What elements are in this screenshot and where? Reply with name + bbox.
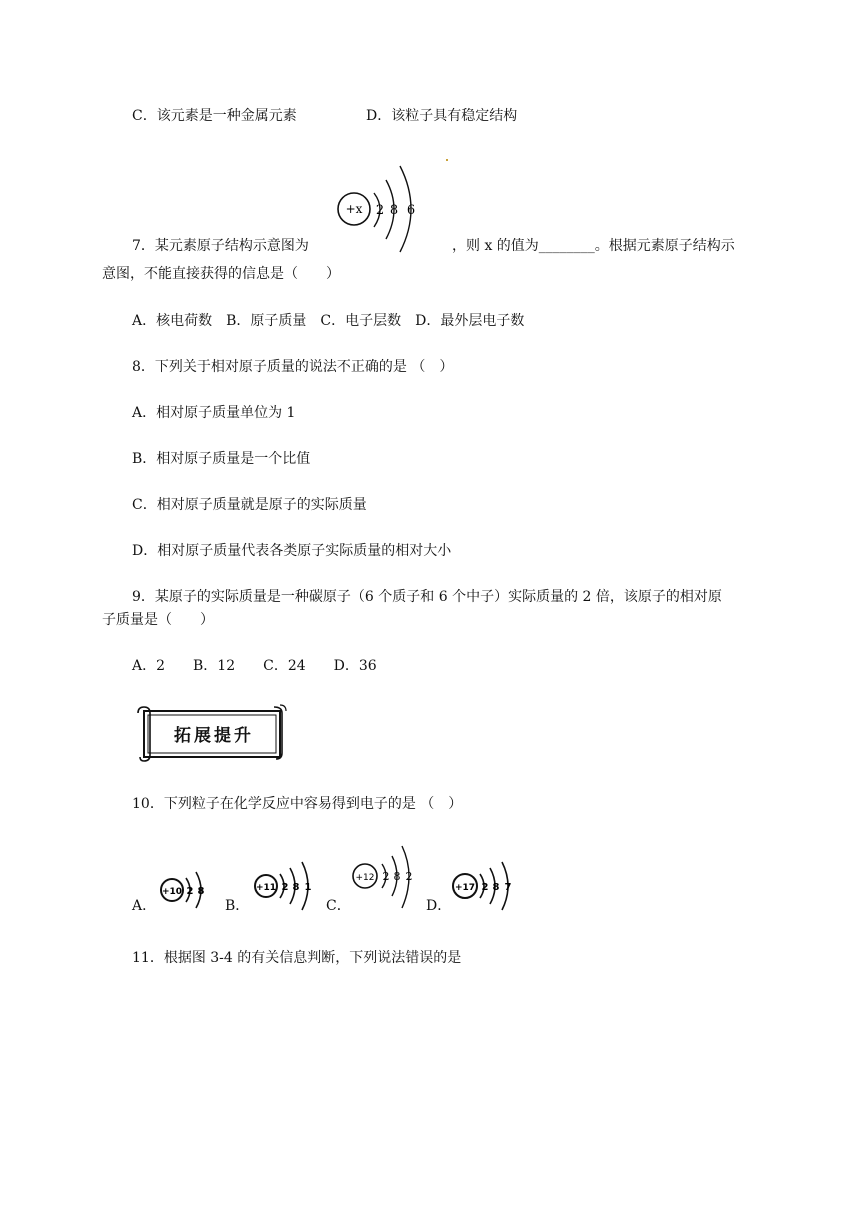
q10-d-shell-1: 2: [481, 882, 489, 893]
q11-stem: 11．根据图 3-4 的有关信息判断，下列说法错误的是: [132, 950, 462, 966]
q8-option-c: C．相对原子质量就是原子的实际质量: [132, 497, 367, 513]
q10-a-nucleus: +10: [161, 887, 183, 897]
q10-label-a: A．: [132, 898, 157, 914]
q7-shell-3: 6: [406, 203, 416, 218]
q6-option-c: C．该元素是一种金属元素: [132, 108, 297, 124]
q10-a-shell-2: 8: [197, 886, 205, 897]
q10-label-d: D．: [426, 898, 452, 914]
q10-label-b: B．: [225, 898, 250, 914]
q10-a-shell-1: 2: [186, 886, 194, 897]
q10-c-shell-2: 8: [393, 870, 401, 883]
banner-title: 拓展提升: [174, 726, 254, 746]
q10-c-shell-1: 2: [382, 870, 390, 883]
q10-label-c: C．: [326, 898, 351, 914]
q9-options: A．2 B．12 C．24 D．36: [132, 658, 377, 674]
q7-shell-1: 2: [375, 203, 385, 218]
q10-stem: 10．下列粒子在化学反应中容易得到电子的是 （ ）: [132, 796, 463, 812]
q10-option-a-diagram: [158, 866, 220, 914]
q8-option-a: A．相对原子质量单位为 1: [132, 405, 296, 421]
q8-stem: 8．下列关于相对原子质量的说法不正确的是 （ ）: [132, 359, 454, 375]
q10-d-shell-3: 7: [504, 882, 512, 893]
q6-option-d: D．该粒子具有稳定结构: [366, 108, 518, 124]
q8-option-d: D．相对原子质量代表各类原子实际质量的相对大小: [132, 543, 452, 559]
q10-option-d-diagram: [450, 858, 522, 914]
q7-stem-line2: 意图，不能直接获得的信息是（ ）: [102, 266, 340, 282]
q7-stem-prefix: 7．某元素原子结构示意图为: [132, 238, 309, 254]
q10-b-shell-3: 1: [304, 882, 312, 893]
q10-c-shell-3: 2: [405, 870, 413, 883]
q7-nucleus-label: +x: [345, 202, 363, 216]
q10-d-nucleus: +17: [454, 883, 476, 893]
q7-options: A．核电荷数 B．原子质量 C．电子层数 D．最外层电子数: [132, 313, 525, 329]
q8-option-b: B．相对原子质量是一个比值: [132, 451, 311, 467]
q10-option-b-diagram: [252, 858, 324, 914]
q7-atom-structure-diagram: [334, 160, 432, 256]
q9-stem-line2: 子质量是（ ）: [102, 612, 214, 628]
section-banner: [136, 703, 288, 763]
q10-c-nucleus: +12: [355, 873, 375, 883]
q7-stem-suffix: ，则 x 的值为________。根据元素原子结构示: [452, 238, 735, 254]
q10-d-shell-2: 8: [492, 882, 500, 893]
stray-mark: [446, 159, 448, 161]
q10-b-nucleus: +11: [255, 883, 277, 893]
q7-shell-2: 8: [389, 203, 399, 218]
q10-b-shell-2: 8: [292, 882, 300, 893]
q10-option-c-diagram: [350, 844, 422, 912]
q9-stem-line1: 9．某原子的实际质量是一种碳原子（6 个质子和 6 个中子）实际质量的 2 倍，该原子的相对原: [132, 589, 722, 605]
q10-b-shell-1: 2: [281, 882, 289, 893]
